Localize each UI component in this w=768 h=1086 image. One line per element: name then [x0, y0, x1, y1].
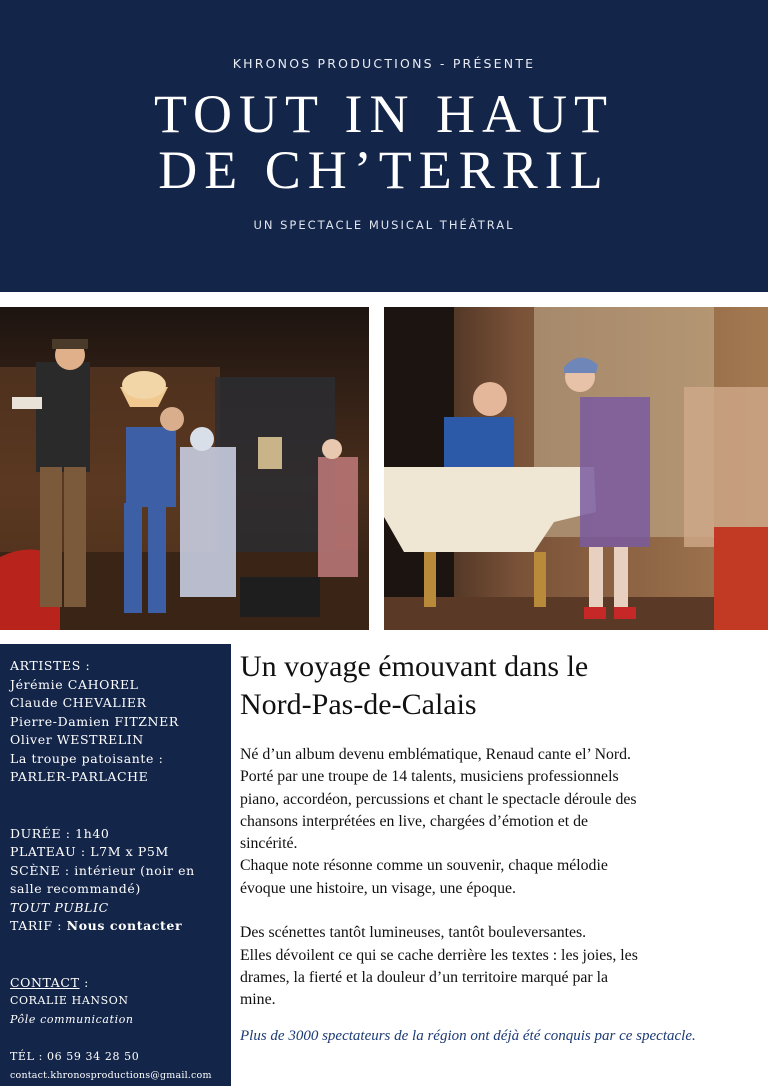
description-heading-line-2: Nord-Pas-de-Calais [240, 688, 477, 721]
audience-highlight: Plus de 3000 spectateurs de la région ont déjà été conquis par ce spectacle. [240, 1027, 696, 1044]
price-info [10, 917, 231, 936]
hero-banner [0, 0, 768, 292]
audience-info: TOUT PUBLIC [10, 899, 109, 915]
presenter-line: KHRONOS PRODUCTIONS - PRÉSENTE [232, 56, 536, 71]
show-title [0, 86, 768, 198]
scene-info-line-1: SCÈNE : intérieur (noir en [10, 862, 195, 878]
contact-heading [10, 974, 231, 993]
artist-item: Jérémie CAHOREL [10, 676, 139, 692]
price-label: TARIF : [10, 918, 67, 933]
paragraph-line: Des scénettes tantôt lumineuses, tantôt bouleversantes. [240, 924, 587, 942]
spacer [10, 787, 231, 806]
paragraph-line: Né d’un album devenu emblématique, Renaud cante el’ Nord. [240, 746, 631, 763]
stage-size-info: PLATEAU : L7M x P5M [10, 844, 169, 859]
description-heading [240, 648, 760, 724]
stage-photo-table-illustration [384, 307, 768, 630]
spacer [10, 1029, 231, 1048]
stage-photo-singer [0, 307, 369, 630]
paragraph-line: chansons interprétées en live, chargées d’émotion et de [240, 812, 588, 830]
description-paragraph [240, 744, 760, 1012]
artist-item: La troupe patoisante : [10, 750, 164, 766]
paragraph-line: Chaque note résonne comme un souvenir, chaque mélodie [240, 857, 608, 875]
paragraph-line: Elles dévoilent ce qui se cache derrière les textes : les joies, les [240, 946, 638, 964]
contact-email: contact.khronosproductions@gmail.com [10, 1069, 212, 1081]
paragraph-line: évoque une histoire, un visage, une époque. [240, 879, 516, 897]
artist-item: Claude CHEVALIER [10, 695, 147, 710]
artist-item: Oliver WESTRELIN [10, 732, 144, 747]
contact-label: CONTACT [10, 974, 80, 990]
spacer [10, 806, 231, 825]
artist-item: Pierre-Damien FITZNER [10, 713, 179, 729]
show-title-line-2: DE CH’TERRIL [158, 140, 610, 200]
show-title-line-1: TOUT IN HAUT [154, 84, 614, 144]
artist-item: PARLER-PARLACHE [10, 769, 149, 784]
paragraph-break [240, 900, 760, 922]
spacer [10, 955, 231, 974]
description-heading-line-1: Un voyage émouvant dans le [240, 650, 589, 683]
stage-photo-table [384, 307, 768, 630]
contact-label-suffix: : [79, 974, 89, 990]
contact-role: Pôle communication [10, 1012, 134, 1026]
spacer [10, 936, 231, 955]
price-value: Nous contacter [66, 918, 183, 933]
show-subtitle: UN SPECTACLE MUSICAL THÉÂTRAL [253, 218, 515, 232]
paragraph-line: sincérité. [240, 835, 298, 853]
paragraph-line: piano, accordéon, percussions et chant le spectacle déroule des [240, 790, 637, 808]
info-sidebar [0, 644, 231, 1086]
paragraph-line: Porté par une troupe de 14 talents, musiciens professionnels [240, 768, 619, 786]
contact-name: CORALIE HANSON [10, 994, 129, 1007]
contact-phone: TÉL : 06 59 34 28 50 [10, 1050, 140, 1063]
duration-info: DURÉE : 1h40 [10, 825, 110, 841]
artists-label: ARTISTES : [10, 658, 91, 673]
paragraph-line: mine. [240, 991, 276, 1009]
paragraph-line: drames, la fierté et la douleur d’un territoire marqué par la [240, 968, 608, 986]
scene-info-line-2: salle recommandé) [10, 881, 141, 896]
description-column [240, 648, 760, 1045]
stage-photo-singer-illustration [0, 307, 369, 630]
